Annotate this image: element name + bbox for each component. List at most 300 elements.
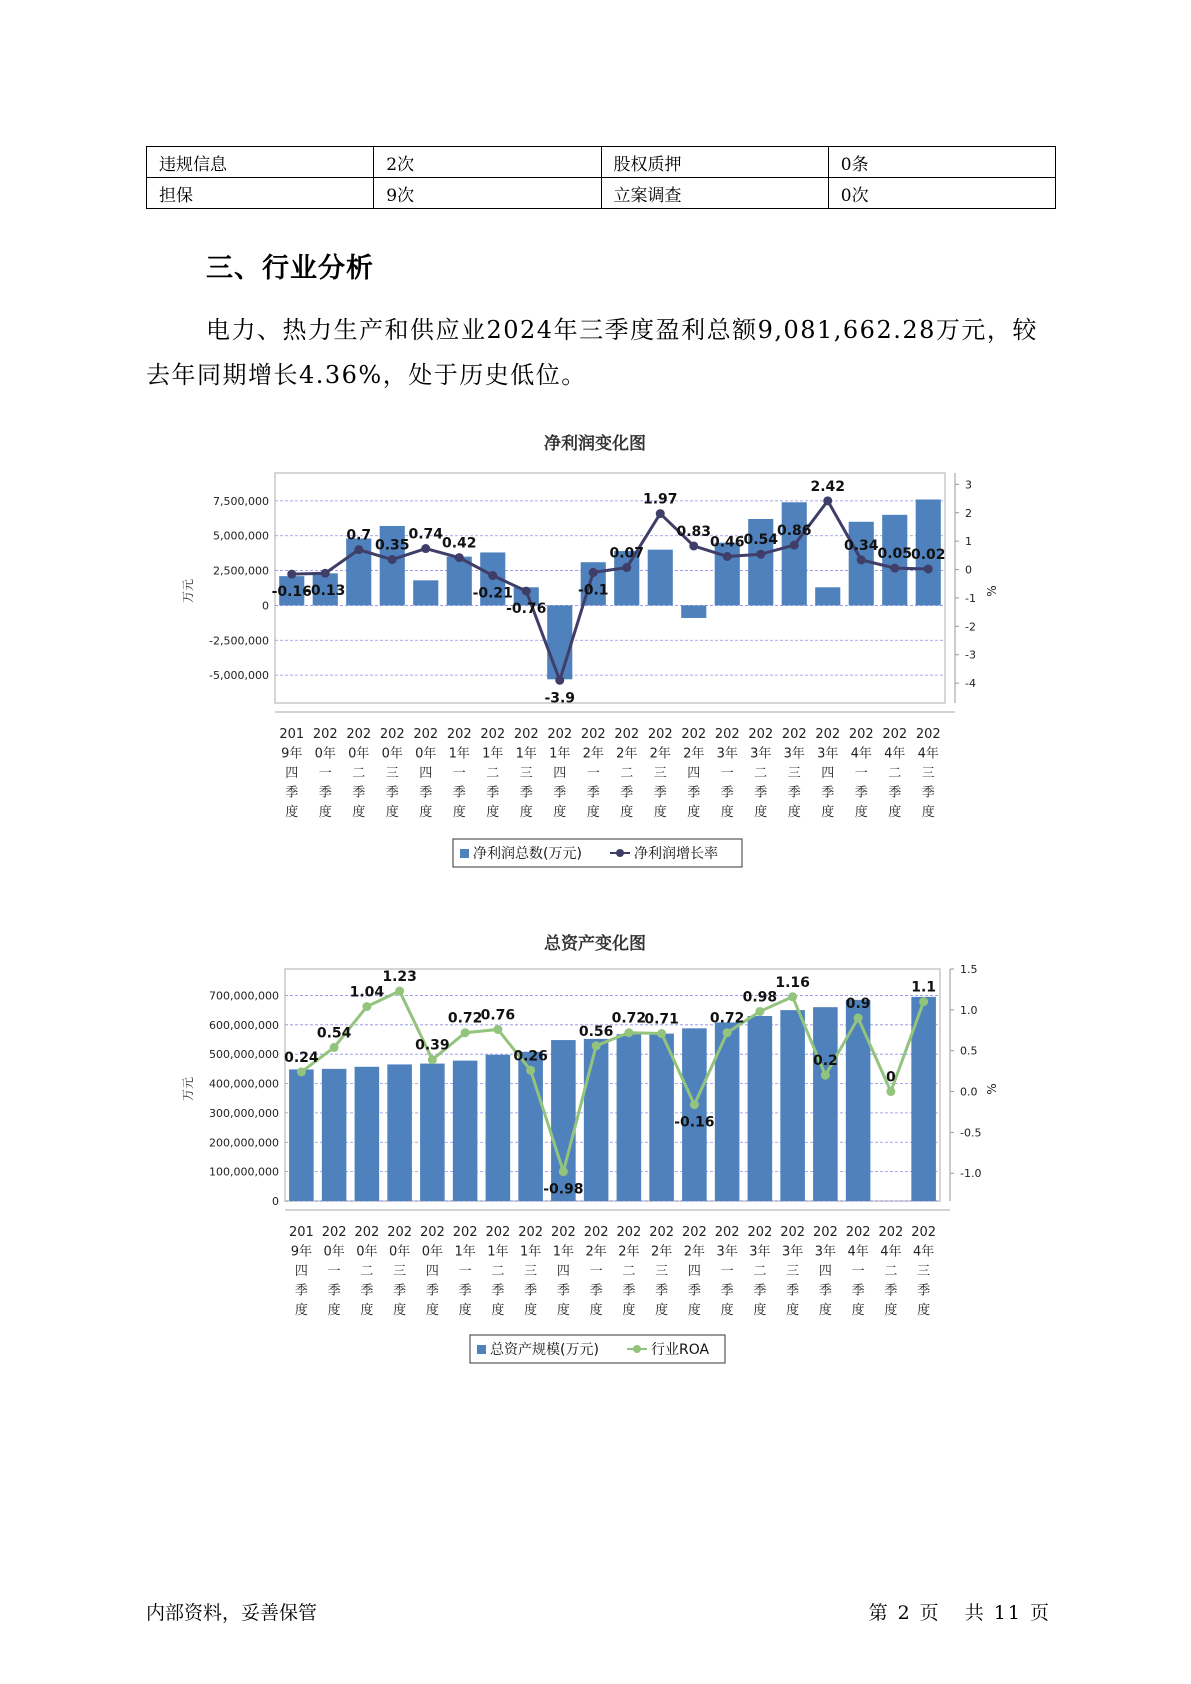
x-tick-line: 季 (294, 1283, 308, 1299)
bar (584, 1039, 609, 1201)
line-point (589, 568, 598, 577)
x-tick-label (420, 1225, 445, 1318)
x-tick-line: 季 (921, 785, 935, 801)
line-point (854, 1014, 863, 1023)
x-tick-line: 度 (524, 1303, 538, 1318)
table-cell: 担保 (147, 178, 374, 209)
x-tick-line: 0年 (388, 1244, 411, 1260)
data-label: -0.1 (577, 582, 609, 599)
y2-tick-label: 3 (965, 478, 972, 492)
y-tick-label: 600,000,000 (209, 1018, 279, 1032)
x-tick-line: 三 (921, 766, 935, 781)
x-tick-line: 季 (720, 785, 734, 801)
x-tick-line: 季 (524, 1283, 538, 1299)
y2-axis-title: % (985, 1083, 999, 1095)
x-tick-label (849, 727, 874, 820)
x-tick-line: 202 (647, 727, 673, 742)
x-tick-line: 202 (321, 1225, 347, 1240)
data-label: 0.86 (776, 523, 812, 540)
x-tick-line: 季 (393, 1283, 407, 1299)
x-tick-line: 1年 (515, 746, 537, 762)
x-tick-line: 度 (720, 1303, 734, 1318)
x-tick-line: 度 (622, 1303, 636, 1318)
section-paragraph: 电力、热力生产和供应业2024年三季度盈利总额9,081,662.28万元，较去年同期增长4.36%，处于历史低位。 (146, 316, 1038, 389)
legend-line-label: 行业ROA (651, 1342, 710, 1358)
data-label: 0.83 (676, 523, 712, 540)
line-point (624, 1028, 633, 1037)
line-point (461, 1028, 470, 1037)
x-tick-line: 202 (354, 1225, 380, 1240)
x-tick-line: 202 (747, 1225, 773, 1240)
y2-axis-title: % (985, 585, 999, 597)
x-tick-line: 度 (519, 805, 533, 820)
table-cell: 股权质押 (601, 147, 828, 178)
y-tick-label: 7,500,000 (213, 494, 269, 508)
legend-line-label: 净利润增长率 (634, 846, 718, 862)
x-tick-line: 4年 (884, 746, 906, 762)
table-cell: 违规信息 (147, 147, 374, 178)
x-tick-line: 1年 (448, 746, 470, 762)
table-cell: 0条 (828, 147, 1055, 178)
x-tick-line: 202 (780, 1225, 806, 1240)
x-tick-line: 202 (848, 727, 874, 742)
x-tick-line: 3年 (814, 1244, 837, 1260)
bar (289, 1069, 314, 1201)
x-tick-line: 三 (786, 1264, 800, 1279)
x-tick-line: 3年 (817, 746, 839, 762)
data-label: 0.72 (709, 1010, 745, 1027)
x-tick-line: 4年 (847, 1244, 869, 1260)
x-tick-line: 季 (589, 1283, 603, 1299)
data-label: 1.04 (349, 984, 385, 1001)
x-tick-line: 4年 (912, 1244, 935, 1260)
x-tick-line: 2年 (618, 1244, 640, 1260)
data-label: 0.7 (346, 527, 372, 544)
x-tick-label (682, 1225, 707, 1318)
y-tick-label: 100,000,000 (209, 1165, 279, 1179)
footer-page-number (865, 1598, 1055, 1625)
data-label: 0.42 (441, 535, 477, 552)
data-label: 0.26 (513, 1048, 548, 1065)
x-tick-line: 202 (681, 1225, 707, 1240)
page-prefix: 第 (868, 1602, 890, 1624)
bar (355, 1067, 380, 1201)
x-tick-line: 季 (620, 785, 634, 801)
line-point (321, 569, 330, 578)
x-tick-line: 二 (360, 1264, 374, 1279)
x-tick-line: 季 (452, 785, 466, 801)
data-label: 0.46 (709, 534, 745, 551)
chart-svg (0, 925, 1191, 1375)
x-tick-line: 二 (352, 766, 366, 781)
x-tick-label (748, 727, 773, 820)
y2-tick-label: 0.0 (960, 1085, 978, 1099)
x-tick-line: 202 (379, 727, 405, 742)
data-label: 0.76 (480, 1007, 516, 1024)
x-tick-line: 度 (754, 805, 768, 820)
x-tick-label (715, 1225, 740, 1318)
y-tick-label: 2,500,000 (213, 564, 269, 578)
data-label: 0.34 (843, 537, 879, 554)
data-label: 0.2 (812, 1053, 838, 1070)
line-point (421, 544, 430, 553)
bar (387, 1064, 412, 1201)
table-cell: 立案调查 (601, 178, 828, 209)
page-unit: 页 (919, 1602, 941, 1624)
x-tick-line: 度 (787, 805, 801, 820)
x-tick-line: 季 (327, 1283, 341, 1299)
data-label: -0.76 (506, 601, 547, 618)
x-tick-label (289, 1225, 314, 1318)
x-tick-line: 一 (720, 766, 734, 781)
data-label: 2.42 (810, 478, 846, 495)
y-tick-label: 700,000,000 (209, 989, 279, 1003)
line-point (657, 1029, 666, 1038)
x-tick-line: 度 (687, 1303, 701, 1318)
x-tick-line: 一 (318, 766, 332, 781)
x-tick-line: 202 (882, 727, 908, 742)
x-tick-line: 季 (553, 785, 567, 801)
x-tick-line: 季 (285, 785, 299, 801)
x-tick-line: 一 (720, 1264, 734, 1279)
x-tick-line: 1年 (482, 746, 504, 762)
chart-title: 净利润变化图 (544, 434, 646, 454)
y2-tick-label: 1 (965, 535, 972, 549)
data-label: 0.54 (743, 532, 779, 549)
x-tick-line: 三 (787, 766, 801, 781)
y-tick-label: 5,000,000 (213, 529, 269, 543)
x-tick-line: 1年 (552, 1244, 575, 1260)
x-tick-line: 9年 (290, 1244, 313, 1260)
bar (681, 605, 706, 618)
table-cell: 0次 (828, 178, 1055, 209)
x-tick-label (616, 1225, 641, 1318)
x-tick-label (485, 1225, 510, 1318)
footer-confidential-note: 内部资料，妥善保管 (146, 1602, 318, 1624)
total-unit: 页 (1029, 1602, 1051, 1624)
x-tick-line: 二 (622, 1264, 636, 1279)
line-point (689, 541, 698, 550)
data-label: 0.72 (447, 1010, 483, 1027)
x-tick-line: 二 (486, 766, 500, 781)
x-tick-line: 季 (486, 785, 500, 801)
x-tick-line: 202 (845, 1225, 871, 1240)
line-point (395, 987, 404, 996)
x-tick-label (649, 1225, 674, 1318)
x-tick-line: 度 (921, 805, 935, 820)
x-tick-line: 季 (818, 1283, 832, 1299)
x-tick-line: 0年 (348, 746, 370, 762)
data-label: -0.98 (543, 1181, 584, 1198)
y-tick-label: 400,000,000 (209, 1077, 279, 1091)
x-tick-line: 1年 (519, 1244, 542, 1260)
x-tick-line: 度 (687, 805, 701, 820)
line-point (330, 1043, 339, 1052)
x-tick-line: 202 (387, 1225, 413, 1240)
bar (413, 580, 438, 605)
x-tick-line: 季 (419, 785, 433, 801)
x-tick-line: 202 (518, 1225, 544, 1240)
x-tick-line: 度 (753, 1303, 767, 1318)
x-tick-line: 季 (787, 785, 801, 801)
line-point (559, 1167, 568, 1176)
x-tick-line: 度 (851, 1303, 865, 1318)
x-tick-line: 202 (550, 1225, 576, 1240)
x-tick-line: 度 (352, 805, 366, 820)
x-tick-label (480, 727, 505, 820)
line-point (455, 553, 464, 562)
x-tick-line: 202 (714, 1225, 740, 1240)
x-tick-line: 202 (878, 1225, 904, 1240)
x-tick-line: 度 (786, 1303, 800, 1318)
section-heading: 三、行业分析 (206, 253, 374, 284)
line-point (522, 587, 531, 596)
y2-tick-label: 1.0 (960, 1003, 978, 1017)
x-tick-line: 季 (884, 1283, 898, 1299)
line-point (362, 1002, 371, 1011)
y2-tick-label: -0.5 (960, 1126, 982, 1140)
line-point (526, 1066, 535, 1075)
x-tick-line: 一 (851, 1264, 865, 1279)
x-tick-line: 9年 (281, 746, 303, 762)
x-tick-line: 季 (851, 1283, 865, 1299)
x-tick-label (387, 1225, 412, 1318)
x-tick-line: 3年 (749, 1244, 771, 1260)
y-tick-label: 200,000,000 (209, 1136, 279, 1150)
x-tick-line: 202 (419, 1225, 445, 1240)
x-tick-line: 季 (586, 785, 600, 801)
table-row (147, 178, 1056, 209)
x-tick-line: 202 (812, 1225, 838, 1240)
x-tick-label (354, 1225, 379, 1318)
page-current: 2 (897, 1602, 912, 1624)
x-tick-line: 四 (553, 766, 567, 781)
y-axis-title: 万元 (181, 578, 195, 604)
plot-area (285, 969, 940, 1201)
x-tick-line: 度 (556, 1303, 570, 1318)
line-point (622, 563, 631, 572)
x-tick-line: 季 (687, 785, 701, 801)
data-label: -0.13 (305, 583, 346, 600)
table-cell: 9次 (374, 178, 601, 209)
x-tick-line: 度 (491, 1303, 505, 1318)
x-tick-line: 一 (589, 1264, 603, 1279)
x-tick-line: 1年 (487, 1244, 509, 1260)
x-tick-line: 0年 (415, 746, 437, 762)
x-tick-line: 202 (815, 727, 841, 742)
x-tick-label (815, 727, 840, 820)
x-tick-line: 季 (491, 1283, 505, 1299)
data-label: 1.23 (382, 969, 417, 986)
x-tick-line: 201 (288, 1225, 314, 1240)
x-tick-line: 度 (327, 1303, 341, 1318)
bar (420, 1064, 445, 1201)
line-point (354, 545, 363, 554)
x-tick-line: 202 (614, 727, 640, 742)
x-tick-line: 四 (425, 1264, 439, 1279)
x-tick-line: 202 (446, 727, 472, 742)
bar (648, 550, 673, 606)
x-tick-line: 202 (781, 727, 807, 742)
x-tick-label (648, 727, 673, 820)
x-tick-label (547, 727, 572, 820)
x-tick-line: 二 (753, 1264, 767, 1279)
x-tick-line: 0年 (314, 746, 336, 762)
data-label: 1.16 (775, 974, 810, 991)
x-tick-line: 季 (687, 1283, 701, 1299)
plot-area (275, 473, 945, 703)
data-label: 0.39 (415, 1037, 450, 1054)
x-tick-line: 季 (786, 1283, 800, 1299)
line-point (555, 676, 564, 685)
y-tick-label: 300,000,000 (209, 1106, 279, 1120)
x-tick-label (584, 1225, 609, 1318)
y2-tick-label: -4 (965, 677, 976, 691)
y2-tick-label: 1.5 (960, 963, 978, 976)
x-tick-line: 度 (486, 805, 500, 820)
x-tick-label (916, 727, 941, 820)
y-tick-label: -5,000,000 (209, 669, 269, 683)
x-tick-line: 度 (393, 1303, 407, 1318)
total-prefix: 共 (964, 1602, 986, 1624)
x-tick-line: 四 (556, 1264, 570, 1279)
x-tick-line: 202 (911, 1225, 937, 1240)
x-tick-label (518, 1225, 543, 1318)
line-point (857, 555, 866, 564)
line-point (493, 1025, 502, 1034)
x-tick-line: 四 (687, 766, 701, 781)
data-label: -0.21 (472, 585, 513, 602)
x-tick-line: 202 (580, 727, 606, 742)
bar (551, 1040, 576, 1201)
line-point (790, 541, 799, 550)
x-tick-label (747, 1225, 772, 1318)
x-tick-line: 季 (385, 785, 399, 801)
line-point (656, 509, 665, 518)
data-label: 0.07 (609, 545, 645, 562)
x-tick-label (514, 727, 539, 820)
x-tick-label (882, 727, 907, 820)
x-tick-line: 三 (385, 766, 399, 781)
x-tick-line: 二 (754, 766, 768, 781)
x-tick-line: 四 (285, 766, 299, 781)
risk-info-table (146, 146, 1056, 209)
data-label: 0.74 (408, 526, 444, 543)
x-tick-line: 季 (854, 785, 868, 801)
x-tick-line: 202 (681, 727, 707, 742)
y2-tick-label: -1 (965, 591, 976, 605)
x-tick-line: 季 (352, 785, 366, 801)
y2-tick-label: -2 (965, 620, 976, 634)
line-point (428, 1055, 437, 1064)
x-tick-line: 3年 (716, 1244, 738, 1260)
x-tick-line: 202 (714, 727, 740, 742)
x-tick-line: 三 (524, 1264, 538, 1279)
x-tick-label (551, 1225, 576, 1318)
x-tick-line: 一 (586, 766, 600, 781)
x-tick-line: 度 (589, 1303, 603, 1318)
x-tick-line: 3年 (716, 746, 738, 762)
x-tick-line: 3年 (750, 746, 772, 762)
page-total: 11 (993, 1602, 1022, 1624)
chart-svg (0, 425, 1191, 880)
x-tick-line: 二 (888, 766, 902, 781)
x-tick-line: 一 (458, 1264, 472, 1279)
line-point (287, 570, 296, 579)
line-point (823, 496, 832, 505)
x-tick-line: 202 (649, 1225, 675, 1240)
x-tick-line: 202 (312, 727, 338, 742)
x-tick-label (782, 727, 807, 820)
line-point (788, 992, 797, 1001)
bar (486, 1055, 511, 1201)
x-tick-line: 季 (653, 785, 667, 801)
x-tick-line: 季 (622, 1283, 636, 1299)
x-tick-line: 季 (917, 1283, 931, 1299)
x-tick-line: 3年 (783, 746, 805, 762)
y2-tick-label: 0 (965, 563, 972, 577)
bar (748, 1016, 773, 1201)
data-label: 0.71 (644, 1011, 679, 1028)
x-tick-line: 四 (294, 1264, 308, 1279)
x-tick-label (715, 727, 740, 820)
data-label: 1.1 (911, 979, 937, 996)
x-tick-line: 度 (285, 805, 299, 820)
data-label: 0.24 (284, 1049, 319, 1066)
x-tick-line: 度 (821, 805, 835, 820)
x-tick-line: 度 (360, 1303, 374, 1318)
x-tick-line: 202 (748, 727, 774, 742)
legend-line-marker (616, 849, 624, 857)
x-tick-label (453, 1225, 478, 1318)
x-tick-label (813, 1225, 838, 1318)
x-tick-line: 四 (419, 766, 433, 781)
y-axis-title: 万元 (181, 1076, 195, 1102)
x-tick-line: 0年 (421, 1244, 444, 1260)
x-tick-line: 三 (655, 1264, 669, 1279)
x-tick-line: 季 (519, 785, 533, 801)
line-point (723, 552, 732, 561)
x-tick-line: 季 (318, 785, 332, 801)
bar (547, 605, 572, 679)
x-tick-line: 2年 (683, 1244, 706, 1260)
data-label: 0.05 (877, 546, 913, 563)
line-point (388, 555, 397, 564)
data-label: -0.16 (271, 584, 312, 601)
x-tick-line: 202 (583, 1225, 609, 1240)
x-tick-line: 1年 (454, 1244, 476, 1260)
x-tick-line: 四 (821, 766, 835, 781)
x-tick-line: 2年 (650, 1244, 673, 1260)
x-tick-line: 季 (821, 785, 835, 801)
x-tick-label (846, 1225, 871, 1318)
x-tick-label (380, 727, 405, 820)
legend-bar-label: 净利润总数(万元) (473, 846, 582, 862)
x-tick-line: 季 (754, 785, 768, 801)
x-tick-line: 度 (653, 805, 667, 820)
x-tick-line: 度 (385, 805, 399, 820)
x-tick-label (313, 727, 338, 820)
x-tick-line: 季 (360, 1283, 374, 1299)
bar (649, 1034, 674, 1201)
x-tick-line: 度 (888, 805, 902, 820)
bar (322, 1069, 347, 1201)
legend-bar-swatch (460, 849, 469, 858)
x-tick-line: 三 (519, 766, 533, 781)
x-tick-label (581, 727, 606, 820)
x-tick-line: 202 (915, 727, 941, 742)
y-tick-label: -2,500,000 (209, 634, 269, 648)
